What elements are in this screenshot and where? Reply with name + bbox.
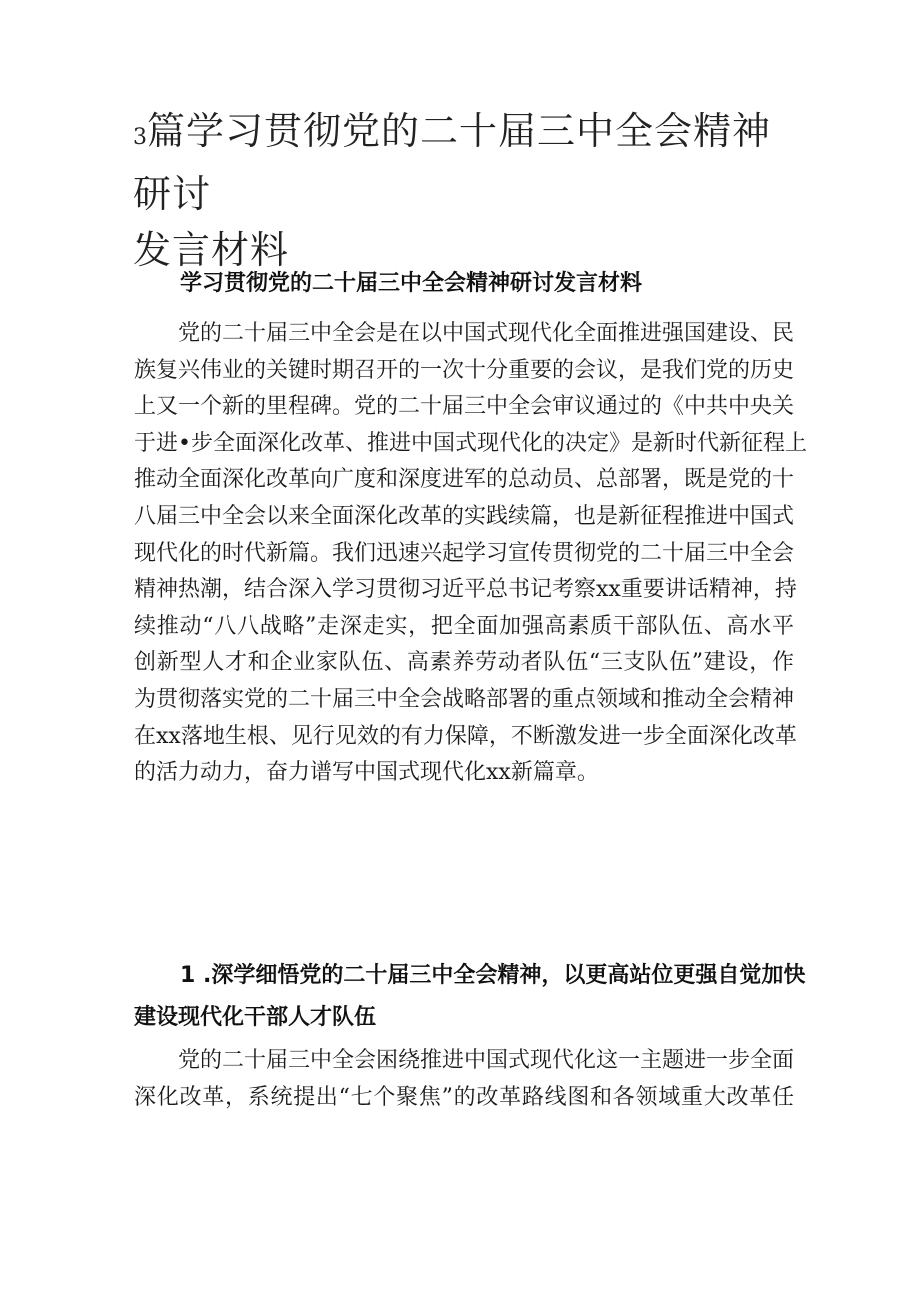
paragraph-line: 党的二十届三中全会困绕推进中国式现代化这一主题进一步全面	[178, 1048, 795, 1073]
paragraph-line: 推动全面深化改革向广度和深度进军的总动员、总部署，既是党的十	[134, 467, 795, 493]
document-subheading: 学习贯彻党的二十届三中全会精神研讨发言材料	[180, 271, 643, 296]
title-line-1: 篇学习贯彻党的二十届三中全会精神研讨	[133, 109, 772, 216]
paragraph-line: 为贯彻落实党的二十届三中全会战略部署的重点领域和推动全会精神	[134, 686, 795, 712]
section-heading-line: 建设现代化干部人才队伍	[134, 1005, 377, 1030]
paragraph-line: 于进•步全面深化改革、推进中国式现代化的决定》是新时代新征程上	[134, 430, 807, 456]
paragraph-line: 党的二十届三中全会是在以中国式现代化全面推进强国建设、民	[178, 321, 795, 346]
paragraph-line: 深化改革，系统提出“七个聚焦”的改革路线图和各领域重大改革任	[134, 1084, 794, 1110]
title-number: 3	[133, 125, 147, 150]
paragraph-line: 八届三中全会以来全面深化改革的实践续篇，也是新征程推进中国式	[134, 503, 795, 529]
title-line-2: 发言材料	[133, 228, 290, 272]
section-1-heading	[134, 955, 806, 1039]
paragraph-line: 续推动“八八战略”走深走实，把全面加强高素质干部队伍、高水平	[134, 613, 794, 639]
paragraph-line: 创新型人才和企业家队伍、高素养劳动者队伍“三支队伍”建设，作	[134, 650, 794, 676]
section-heading-line: 1 .深学细悟党的二十届三中全会精神，以更高站位更强自觉加快	[180, 963, 806, 988]
paragraph-1	[134, 316, 807, 792]
paragraph-line: 上又一个新的里程碑。党的二十届三中全会审议通过的《中共中央关	[134, 394, 795, 420]
paragraph-line: 现代化的时代新篇。我们迅速兴起学习宣传贯彻党的二十届三中全会	[134, 540, 795, 566]
paragraph-2	[134, 1043, 794, 1116]
paragraph-line: 的活力动力，奋力谱写中国式现代化xx新篇章。	[134, 760, 599, 786]
document-title	[133, 103, 793, 278]
paragraph-line: 族复兴伟业的关键时期召开的一次十分重要的会议，是我们党的历史	[134, 357, 795, 383]
paragraph-line: 在xx落地生根、见行见效的有力保障，不断激发进一步全面深化改革	[134, 723, 797, 749]
paragraph-line: 精神热潮，结合深入学习贯彻习近平总书记考察xx重要讲话精神，持	[134, 577, 797, 603]
